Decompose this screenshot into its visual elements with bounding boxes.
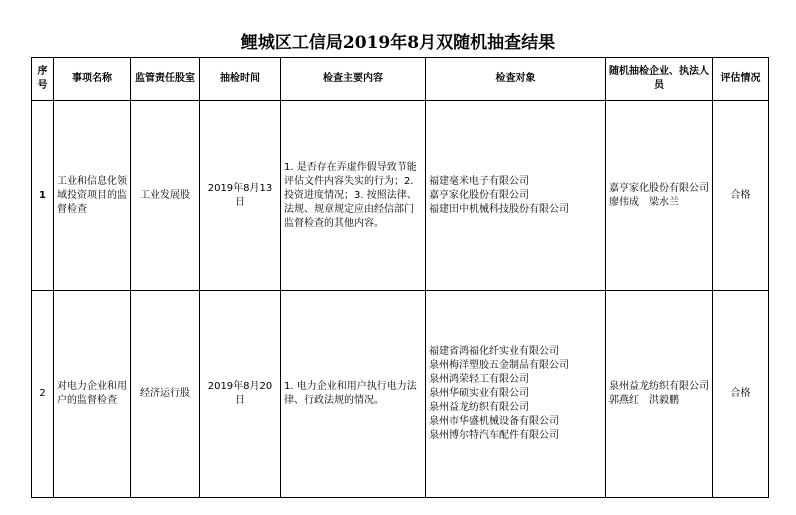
row-index: 2	[32, 291, 54, 498]
target-company: 泉州博尔特汽车配件有限公司	[429, 430, 559, 441]
target-company: 泉州市华盛机械设备有限公司	[429, 416, 559, 427]
header-department: 监管责任股室	[131, 58, 200, 101]
row-content: 1. 电力企业和用户执行电力法律、行政法规的情况。	[281, 291, 426, 498]
target-company: 福建田中机械科技股份有限公司	[429, 203, 569, 215]
row-targets	[426, 101, 606, 291]
row-sampled	[606, 101, 713, 291]
sampled-company: 嘉亨家化股份有限公司	[609, 182, 709, 194]
target-company: 福建省鸿福化纤实业有限公司	[429, 346, 559, 357]
row-date: 2019年8月20日	[200, 291, 281, 498]
row-result: 合格	[713, 291, 769, 498]
row-item: 对电力企业和用户的监督检查	[54, 291, 131, 498]
inspectors: 郭燕红 洪毅鹏	[609, 395, 679, 406]
row-date: 2019年8月13日	[200, 101, 281, 291]
header-content: 检查主要内容	[281, 58, 426, 101]
header-sampled: 随机抽检企业、执法人员	[606, 58, 713, 101]
table-row	[32, 101, 769, 291]
row-item: 工业和信息化领域投资项目的监督检查	[54, 101, 131, 291]
header-item: 事项名称	[54, 58, 131, 101]
header-result: 评估情况	[713, 58, 769, 101]
row-department: 工业发展股	[131, 101, 200, 291]
target-company: 泉州华硕实业有限公司	[429, 388, 529, 399]
target-company: 泉州益龙纺织有限公司	[429, 402, 529, 413]
sampled-company: 泉州益龙纺织有限公司	[609, 381, 709, 392]
table-row	[32, 291, 769, 498]
row-index: 1	[32, 101, 54, 291]
row-sampled	[606, 291, 713, 498]
inspectors: 廖伟成 梁水兰	[609, 196, 679, 208]
header-index: 序号	[32, 58, 54, 101]
target-company: 福建毫米电子有限公司	[429, 175, 529, 187]
page-title: 鲤城区工信局2019年8月双随机抽查结果	[240, 33, 556, 53]
results-table	[31, 57, 769, 498]
header-targets: 检查对象	[426, 58, 606, 101]
header-date: 抽检时间	[200, 58, 281, 101]
header-row	[32, 58, 769, 101]
target-company: 嘉亨家化股份有限公司	[429, 189, 529, 201]
row-department: 经济运行股	[131, 291, 200, 498]
row-result: 合格	[713, 101, 769, 291]
row-targets	[426, 291, 606, 498]
target-company: 泉州鸿荣轻工有限公司	[429, 374, 529, 385]
target-company: 泉州梅洋塑胶五金制品有限公司	[429, 360, 569, 371]
row-content: 1. 是否存在弄虚作假导致节能评估文件内容失实的行为；2. 投资进度情况；3. 按照法律、法规、规章规定应由经信部门监督检查的其他内容。	[281, 101, 426, 291]
